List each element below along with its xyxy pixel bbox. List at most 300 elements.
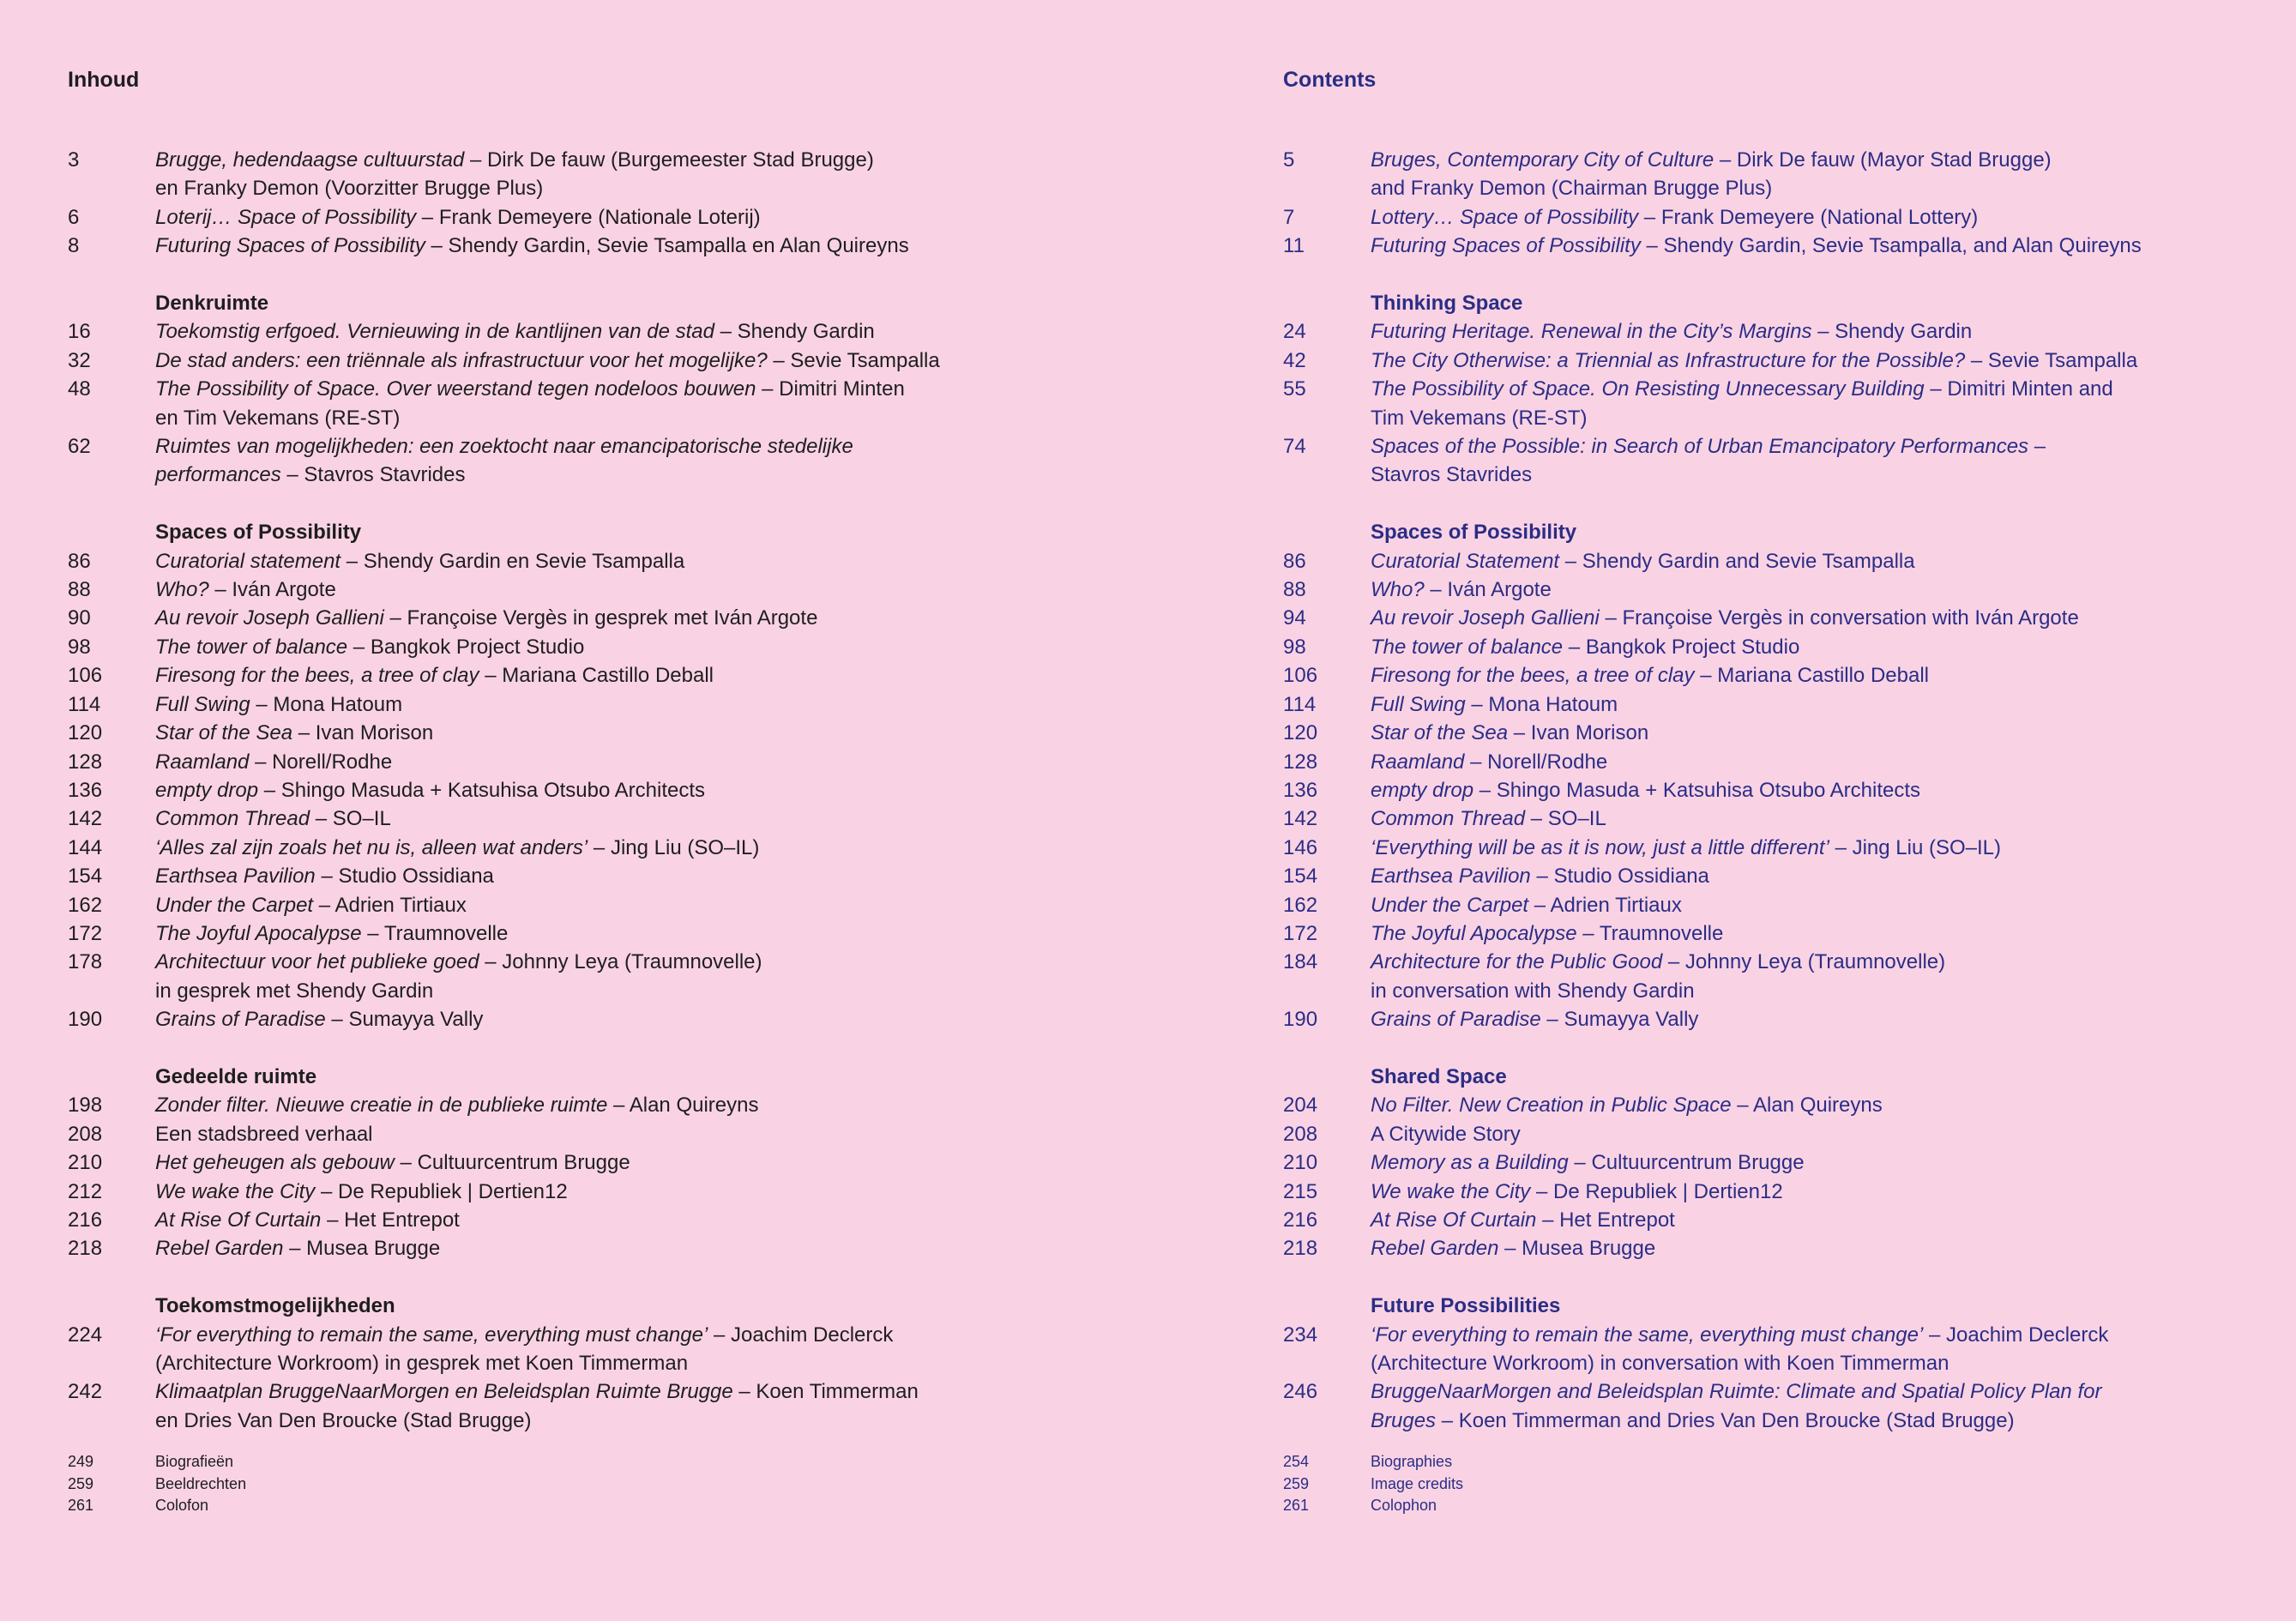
entry-title: No Filter. New Creation in Public Space bbox=[1371, 1094, 1732, 1118]
page-number: 11 bbox=[1283, 234, 1305, 258]
entry-author: – Frank Demeyere (National Lottery) bbox=[1638, 205, 1979, 229]
entry-title: Spaces of the Possible: in Search of Urban Emancipatory Performances bbox=[1371, 435, 2029, 459]
entry-title: Loterij… Space of Possibility bbox=[155, 205, 417, 229]
toc-section bbox=[68, 1063, 1183, 1263]
entry-author: – Studio Ossidiana bbox=[315, 865, 494, 889]
toc-entry bbox=[68, 862, 1183, 890]
toc-entry bbox=[1283, 804, 2296, 833]
entry-title: Curatorial Statement bbox=[1371, 549, 1560, 573]
page-number: 216 bbox=[68, 1208, 103, 1232]
page-number: 120 bbox=[1283, 721, 1318, 745]
entry-author: – Ivan Morison bbox=[292, 721, 434, 745]
toc-entry bbox=[1283, 232, 2296, 260]
toc-entry bbox=[68, 1091, 1183, 1119]
page-number: 88 bbox=[1283, 578, 1306, 602]
entry-title: Au revoir Joseph Gallieni bbox=[1371, 606, 1600, 630]
toc-section bbox=[1283, 1063, 2296, 1263]
page-number: 3 bbox=[68, 148, 80, 172]
entry-title: Firesong for the bees, a tree of clay bbox=[155, 664, 479, 688]
page-number: 94 bbox=[1283, 606, 1306, 630]
page-title: Contents bbox=[1283, 68, 1377, 92]
toc-entry bbox=[68, 661, 1183, 690]
entry-title: The tower of balance bbox=[155, 635, 348, 659]
entry-title: The Joyful Apocalypse bbox=[155, 921, 362, 945]
toc-entry-continuation bbox=[68, 977, 1183, 1005]
entry-author: – bbox=[2028, 435, 2046, 459]
entry-author: – Sevie Tsampalla bbox=[767, 348, 940, 372]
page-number: 208 bbox=[68, 1122, 103, 1146]
toc-entry bbox=[68, 891, 1183, 919]
toc-entry bbox=[1283, 690, 2296, 719]
page-number: 259 bbox=[68, 1474, 94, 1492]
entry-author-continuation: en Franky Demon (Voorzitter Brugge Plus) bbox=[155, 177, 544, 201]
entry-title: Common Thread bbox=[1371, 807, 1526, 831]
toc-entry bbox=[1283, 317, 2296, 346]
toc-entry bbox=[68, 633, 1183, 661]
entry-author: – Dirk De fauw (Burgemeester Stad Brugge) bbox=[464, 148, 874, 172]
toc-section bbox=[68, 146, 1183, 261]
entry-title: Earthsea Pavilion bbox=[155, 865, 316, 889]
toc-entry bbox=[68, 575, 1183, 604]
backmatter-entry bbox=[68, 1451, 246, 1473]
entry-author: – Het Entrepot bbox=[321, 1208, 460, 1232]
page-number: 5 bbox=[1283, 148, 1295, 172]
entry-author: – Shendy Gardin en Sevie Tsampalla bbox=[340, 549, 685, 573]
page-number: 234 bbox=[1283, 1323, 1318, 1347]
toc-entry bbox=[1283, 1377, 2296, 1406]
page-number: 146 bbox=[1283, 835, 1318, 859]
page-number: 120 bbox=[68, 721, 103, 745]
entry-author: Een stadsbreed verhaal bbox=[155, 1122, 373, 1146]
entry-author: – Bangkok Project Studio bbox=[347, 635, 585, 659]
entry-title: Ruimtes van mogelijkheden: een zoektocht naar emancipatorische stedelijke bbox=[155, 435, 853, 459]
toc-section bbox=[68, 1292, 1183, 1435]
entry-author: – Shendy Gardin bbox=[714, 320, 875, 344]
entry-title: Full Swing bbox=[155, 692, 250, 716]
entry-author-continuation: – Koen Timmerman and Dries Van Den Broucke (Stad Brugge) bbox=[1436, 1408, 2015, 1432]
entry-author: – Traumnovelle bbox=[1576, 921, 1724, 945]
page-number: 178 bbox=[68, 950, 103, 974]
toc-entry bbox=[1283, 719, 2296, 747]
entry-author: – Mona Hatoum bbox=[250, 692, 403, 716]
toc-section bbox=[1283, 1292, 2296, 1435]
toc-entry bbox=[1283, 1091, 2296, 1119]
entry-author-continuation: – Stavros Stavrides bbox=[280, 463, 466, 487]
toc-entry-continuation bbox=[68, 1349, 1183, 1377]
entry-author: – Norell/Rodhe bbox=[249, 750, 393, 774]
page-number: 204 bbox=[1283, 1094, 1318, 1118]
page-number: 86 bbox=[68, 549, 91, 573]
backmatter-list bbox=[1283, 1451, 1463, 1517]
toc-entry bbox=[68, 1234, 1183, 1262]
toc-entry bbox=[68, 1120, 1183, 1148]
page-number: 48 bbox=[68, 377, 91, 401]
entry-author: – SO–IL bbox=[310, 807, 391, 831]
page-number: 90 bbox=[68, 606, 91, 630]
page-number: 128 bbox=[1283, 750, 1318, 774]
page-number: 162 bbox=[68, 893, 103, 917]
entry-title: BruggeNaarMorgen and Beleidsplan Ruimte: Climate and Spatial Policy Plan for bbox=[1371, 1380, 2102, 1404]
page-number: 210 bbox=[68, 1151, 103, 1175]
entry-author: – Mariana Castillo Deball bbox=[1694, 664, 1929, 688]
entry-author: – Cultuurcentrum Brugge bbox=[1568, 1151, 1805, 1175]
page-number: 98 bbox=[1283, 635, 1306, 659]
page-number: 246 bbox=[1283, 1380, 1318, 1404]
entry-author: – Traumnovelle bbox=[361, 921, 509, 945]
entry-author: – Jing Liu (SO–IL) bbox=[588, 835, 760, 859]
entry-author: – De Republiek | Dertien12 bbox=[315, 1179, 568, 1203]
page-number: 144 bbox=[68, 835, 103, 859]
toc-section bbox=[1283, 146, 2296, 261]
entry-title: Under the Carpet bbox=[1371, 893, 1529, 917]
entry-title: empty drop bbox=[155, 778, 259, 802]
entry-title: empty drop bbox=[1371, 778, 1474, 802]
page-number: 210 bbox=[1283, 1151, 1318, 1175]
page-number: 249 bbox=[68, 1453, 94, 1470]
entry-author: – Cultuurcentrum Brugge bbox=[394, 1151, 630, 1175]
section-heading: Toekomstmogelijkheden bbox=[155, 1294, 395, 1318]
toc-entry-continuation bbox=[1283, 1349, 2296, 1377]
toc-entry bbox=[1283, 575, 2296, 604]
entry-title: ‘Everything will be as it is now, just a little different’ bbox=[1371, 835, 1829, 859]
entry-author: – Studio Ossidiana bbox=[1530, 865, 1709, 889]
toc-entry-continuation bbox=[1283, 404, 2296, 432]
toc-entry bbox=[1283, 1234, 2296, 1262]
entry-author: – Françoise Vergès in conversation with Iván Argote bbox=[1599, 606, 2079, 630]
entry-author: – Shendy Gardin and Sevie Tsampalla bbox=[1559, 549, 1915, 573]
page-number: 7 bbox=[1283, 205, 1295, 229]
entry-author: – Adrien Tirtiaux bbox=[313, 893, 467, 917]
entry-author: – SO–IL bbox=[1525, 807, 1606, 831]
page-number: 190 bbox=[1283, 1008, 1318, 1032]
toc-entry bbox=[68, 547, 1183, 575]
entry-author: – Shendy Gardin bbox=[1811, 320, 1973, 344]
page-number: 142 bbox=[1283, 807, 1318, 831]
entry-author: – Sevie Tsampalla bbox=[1965, 348, 2138, 372]
entry-author: – Dimitri Minten bbox=[756, 377, 905, 401]
section-heading: Shared Space bbox=[1371, 1064, 1507, 1088]
entry-title: Rebel Garden bbox=[155, 1237, 284, 1261]
backmatter-entry bbox=[1283, 1451, 1463, 1473]
entry-title: Het geheugen als gebouw bbox=[155, 1151, 395, 1175]
toc-entry bbox=[1283, 1206, 2296, 1234]
entry-title: Grains of Paradise bbox=[1371, 1008, 1541, 1032]
toc-entry-continuation bbox=[1283, 1407, 2296, 1435]
page-number: 154 bbox=[1283, 865, 1318, 889]
page-number: 208 bbox=[1283, 1122, 1318, 1146]
page-number: 6 bbox=[68, 205, 80, 229]
backmatter-entry bbox=[1283, 1473, 1463, 1496]
page-number: 88 bbox=[68, 578, 91, 602]
page-title: Inhoud bbox=[68, 68, 140, 92]
page-number: 32 bbox=[68, 348, 91, 372]
entry-author-continuation: (Architecture Workroom) in conversation with Koen Timmerman bbox=[1371, 1352, 1949, 1375]
backmatter-entry bbox=[68, 1495, 246, 1517]
page-number: 198 bbox=[68, 1094, 103, 1118]
page-number: 106 bbox=[1283, 664, 1318, 688]
toc-entry bbox=[68, 834, 1183, 862]
toc-section bbox=[1283, 289, 2296, 490]
entry-title: Star of the Sea bbox=[155, 721, 293, 745]
section-heading: Denkruimte bbox=[155, 292, 269, 316]
section-heading: Spaces of Possibility bbox=[1371, 521, 1577, 545]
entry-author: – Alan Quireyns bbox=[1731, 1094, 1883, 1118]
backmatter-label: Image credits bbox=[1371, 1474, 1464, 1492]
page-number: 259 bbox=[1283, 1474, 1310, 1492]
entry-title: Lottery… Space of Possibility bbox=[1371, 205, 1639, 229]
entry-title: At Rise Of Curtain bbox=[155, 1208, 322, 1232]
entry-author: – Musea Brugge bbox=[283, 1237, 441, 1261]
entry-title: Architecture for the Public Good bbox=[1371, 950, 1663, 974]
page-number: 172 bbox=[68, 921, 103, 945]
toc-entry bbox=[1283, 919, 2296, 948]
page-number: 74 bbox=[1283, 435, 1306, 459]
page-number: 212 bbox=[68, 1179, 103, 1203]
toc-section bbox=[68, 518, 1183, 1033]
entry-title: Under the Carpet bbox=[155, 893, 314, 917]
entry-author: – Iván Argote bbox=[208, 578, 336, 602]
entry-title: Toekomstig erfgoed. Vernieuwing in de kantlijnen van de stad bbox=[155, 320, 714, 344]
entry-title: Memory as a Building bbox=[1371, 1151, 1569, 1175]
page-number: 254 bbox=[1283, 1453, 1310, 1470]
section-heading: Gedeelde ruimte bbox=[155, 1064, 317, 1088]
entry-author: – Joachim Declerck bbox=[1923, 1323, 2109, 1347]
page-number: 106 bbox=[68, 664, 103, 688]
page-number: 55 bbox=[1283, 377, 1306, 401]
entry-title: Futuring Spaces of Possibility bbox=[155, 234, 425, 258]
entry-author-continuation: in conversation with Shendy Gardin bbox=[1371, 979, 1695, 1003]
page-number: 24 bbox=[1283, 320, 1306, 344]
entry-title: Who? bbox=[155, 578, 209, 602]
toc-section bbox=[1283, 518, 2296, 1033]
toc-entry bbox=[1283, 891, 2296, 919]
toc-entry bbox=[68, 1178, 1183, 1206]
entry-title: Curatorial statement bbox=[155, 549, 341, 573]
page-number: 190 bbox=[68, 1008, 103, 1032]
page-number: 114 bbox=[68, 692, 101, 716]
page-number: 62 bbox=[68, 435, 91, 459]
page-number: 184 bbox=[1283, 950, 1318, 974]
page-number: 142 bbox=[68, 807, 103, 831]
toc-entry-continuation bbox=[68, 1407, 1183, 1435]
page-number: 114 bbox=[1283, 692, 1317, 716]
entry-title: Who? bbox=[1371, 578, 1425, 602]
toc-entry bbox=[68, 804, 1183, 833]
page-number: 42 bbox=[1283, 348, 1306, 372]
section-heading: Future Possibilities bbox=[1371, 1294, 1561, 1318]
entry-title: Futuring Heritage. Renewal in the City’s Margins bbox=[1371, 320, 1812, 344]
entry-author: – Sumayya Vally bbox=[1540, 1008, 1699, 1032]
toc-entry bbox=[68, 1377, 1183, 1406]
entry-author: A Citywide Story bbox=[1371, 1122, 1521, 1146]
entry-title: Au revoir Joseph Gallieni bbox=[155, 606, 384, 630]
entry-author: – Mariana Castillo Deball bbox=[479, 664, 714, 688]
page-number: 224 bbox=[68, 1323, 103, 1347]
toc-entry bbox=[1283, 862, 2296, 890]
toc-entry bbox=[68, 317, 1183, 346]
entry-author: – Frank Demeyere (Nationale Loterij) bbox=[416, 205, 761, 229]
entry-author: – Mona Hatoum bbox=[1465, 692, 1618, 716]
toc-entry bbox=[1283, 948, 2296, 976]
toc-entry bbox=[1283, 1120, 2296, 1148]
entry-title: We wake the City bbox=[155, 1179, 316, 1203]
toc-entry bbox=[1283, 203, 2296, 232]
toc-entry bbox=[1283, 375, 2296, 403]
toc-entry bbox=[1283, 146, 2296, 174]
entry-author-continuation: (Architecture Workroom) in gesprek met Koen Timmerman bbox=[155, 1352, 689, 1375]
page-number: 128 bbox=[68, 750, 103, 774]
page-number: 136 bbox=[68, 778, 103, 802]
entry-author-continuation: and Franky Demon (Chairman Brugge Plus) bbox=[1371, 177, 1773, 201]
page-number: 261 bbox=[68, 1497, 94, 1515]
entry-title: At Rise Of Curtain bbox=[1371, 1208, 1537, 1232]
entry-author-continuation: en Dries Van Den Broucke (Stad Brugge) bbox=[155, 1408, 532, 1432]
page-number: 8 bbox=[68, 234, 80, 258]
entry-author-continuation: en Tim Vekemans (RE-ST) bbox=[155, 406, 401, 430]
backmatter-label: Beeldrechten bbox=[155, 1474, 247, 1492]
entry-author: – Shendy Gardin, Sevie Tsampalla en Alan Quireyns bbox=[425, 234, 909, 258]
page-number: 154 bbox=[68, 865, 103, 889]
page-number: 242 bbox=[68, 1380, 103, 1404]
entry-author-continuation: in gesprek met Shendy Gardin bbox=[155, 979, 434, 1003]
toc-entry bbox=[68, 719, 1183, 747]
entry-title: Architectuur voor het publieke goed bbox=[155, 950, 479, 974]
entry-title: Rebel Garden bbox=[1371, 1237, 1499, 1261]
toc-entry bbox=[1283, 547, 2296, 575]
backmatter-label: Colophon bbox=[1371, 1497, 1437, 1515]
entry-title: Brugge, hedendaagse cultuurstad bbox=[155, 148, 465, 172]
entry-title: Zonder filter. Nieuwe creatie in de publieke ruimte bbox=[155, 1094, 608, 1118]
toc-entry-continuation bbox=[1283, 461, 2296, 489]
page-number: 215 bbox=[1283, 1179, 1318, 1203]
entry-author: – Johnny Leya (Traumnovelle) bbox=[479, 950, 762, 974]
entry-title: De stad anders: een triënnale als infrastructuur voor het mogelijke? bbox=[155, 348, 768, 372]
toc-entry bbox=[68, 232, 1183, 260]
toc-entry bbox=[1283, 661, 2296, 690]
toc-list bbox=[68, 146, 1183, 1464]
entry-title-continuation: Bruges bbox=[1371, 1408, 1437, 1432]
entry-author: – Shingo Masuda + Katsuhisa Otsubo Architects bbox=[1473, 778, 1921, 802]
entry-author: – Sumayya Vally bbox=[325, 1008, 484, 1032]
entry-title: Grains of Paradise bbox=[155, 1008, 326, 1032]
section-heading: Thinking Space bbox=[1371, 292, 1523, 316]
entry-title: Futuring Spaces of Possibility bbox=[1371, 234, 1641, 258]
toc-entry bbox=[68, 375, 1183, 403]
entry-title: The Joyful Apocalypse bbox=[1371, 921, 1577, 945]
toc-entry bbox=[68, 919, 1183, 948]
page-number: 218 bbox=[68, 1237, 103, 1261]
backmatter-list bbox=[68, 1451, 246, 1517]
entry-author: – Adrien Tirtiaux bbox=[1528, 893, 1682, 917]
backmatter-label: Biografieën bbox=[155, 1453, 234, 1470]
entry-title: Bruges, Contemporary City of Culture bbox=[1371, 148, 1714, 172]
toc-entry-continuation bbox=[68, 461, 1183, 489]
entry-author: – Shingo Masuda + Katsuhisa Otsubo Architects bbox=[258, 778, 706, 802]
entry-author: – Koen Timmerman bbox=[732, 1380, 919, 1404]
toc-entry bbox=[68, 948, 1183, 976]
entry-author: – Alan Quireyns bbox=[607, 1094, 759, 1118]
toc-entry bbox=[68, 346, 1183, 375]
entry-author-continuation: Tim Vekemans (RE-ST) bbox=[1371, 406, 1588, 430]
backmatter-entry bbox=[68, 1473, 246, 1496]
toc-entry bbox=[68, 604, 1183, 632]
entry-title-continuation: performances bbox=[155, 463, 281, 487]
entry-title: Firesong for the bees, a tree of clay bbox=[1371, 664, 1695, 688]
toc-entry bbox=[1283, 1321, 2296, 1349]
entry-author-continuation: Stavros Stavrides bbox=[1371, 463, 1533, 487]
toc-entry bbox=[1283, 633, 2296, 661]
toc-section bbox=[68, 289, 1183, 490]
entry-author: – Musea Brugge bbox=[1498, 1237, 1656, 1261]
toc-list bbox=[1283, 146, 2296, 1464]
toc-entry-continuation bbox=[68, 174, 1183, 202]
page-number: 218 bbox=[1283, 1237, 1318, 1261]
toc-entry bbox=[1283, 1005, 2296, 1033]
toc-entry bbox=[1283, 1178, 2296, 1206]
entry-author: – Jing Liu (SO–IL) bbox=[1829, 835, 2002, 859]
toc-entry-continuation bbox=[1283, 977, 2296, 1005]
entry-author: – Ivan Morison bbox=[1508, 721, 1649, 745]
entry-author: – Norell/Rodhe bbox=[1464, 750, 1608, 774]
entry-author: – Dirk De fauw (Mayor Stad Brugge) bbox=[1714, 148, 2052, 172]
entry-author: – De Republiek | Dertien12 bbox=[1530, 1179, 1783, 1203]
entry-title: Raamland bbox=[155, 750, 250, 774]
toc-entry bbox=[68, 776, 1183, 804]
entry-author: – Dimitri Minten and bbox=[1924, 377, 2113, 401]
entry-title: We wake the City bbox=[1371, 1179, 1531, 1203]
toc-entry bbox=[1283, 1148, 2296, 1177]
backmatter-entry bbox=[1283, 1495, 1463, 1517]
toc-entry bbox=[68, 146, 1183, 174]
page-number: 86 bbox=[1283, 549, 1306, 573]
section-heading: Spaces of Possibility bbox=[155, 521, 362, 545]
toc-entry-continuation bbox=[68, 404, 1183, 432]
entry-title: The Possibility of Space. Over weerstand tegen nodeloos bouwen bbox=[155, 377, 756, 401]
entry-author: – Françoise Vergès in gesprek met Iván Argote bbox=[383, 606, 818, 630]
entry-title: Earthsea Pavilion bbox=[1371, 865, 1531, 889]
entry-title: Common Thread bbox=[155, 807, 310, 831]
backmatter-label: Biographies bbox=[1371, 1453, 1453, 1470]
entry-author: – Johnny Leya (Traumnovelle) bbox=[1662, 950, 1946, 974]
backmatter-label: Colofon bbox=[155, 1497, 209, 1515]
page-number: 172 bbox=[1283, 921, 1318, 945]
page-number: 162 bbox=[1283, 893, 1318, 917]
entry-author: – Shendy Gardin, Sevie Tsampalla, and Alan Quireyns bbox=[1640, 234, 2142, 258]
entry-title: ‘For everything to remain the same, everything must change’ bbox=[1371, 1323, 1924, 1347]
toc-entry-continuation bbox=[1283, 174, 2296, 202]
entry-title: ‘Alles zal zijn zoals het nu is, alleen wat anders’ bbox=[155, 835, 588, 859]
entry-title: Full Swing bbox=[1371, 692, 1466, 716]
toc-entry bbox=[68, 748, 1183, 776]
entry-author: – Bangkok Project Studio bbox=[1563, 635, 1800, 659]
page-number: 16 bbox=[68, 320, 91, 344]
toc-entry bbox=[1283, 604, 2296, 632]
entry-title: ‘For everything to remain the same, everything must change’ bbox=[155, 1323, 708, 1347]
toc-entry bbox=[1283, 432, 2296, 461]
toc-entry bbox=[1283, 748, 2296, 776]
entry-title: Star of the Sea bbox=[1371, 721, 1509, 745]
toc-entry bbox=[68, 1148, 1183, 1177]
toc-entry bbox=[1283, 776, 2296, 804]
entry-title: Klimaatplan BruggeNaarMorgen en Beleidsplan Ruimte Brugge bbox=[155, 1380, 733, 1404]
toc-entry bbox=[68, 1005, 1183, 1033]
entry-author: – Joachim Declerck bbox=[708, 1323, 894, 1347]
toc-entry bbox=[68, 1321, 1183, 1349]
entry-title: The City Otherwise: a Triennial as Infrastructure for the Possible? bbox=[1371, 348, 1966, 372]
page-number: 98 bbox=[68, 635, 91, 659]
page-number: 136 bbox=[1283, 778, 1318, 802]
entry-title: The Possibility of Space. On Resisting Unnecessary Building bbox=[1371, 377, 1925, 401]
